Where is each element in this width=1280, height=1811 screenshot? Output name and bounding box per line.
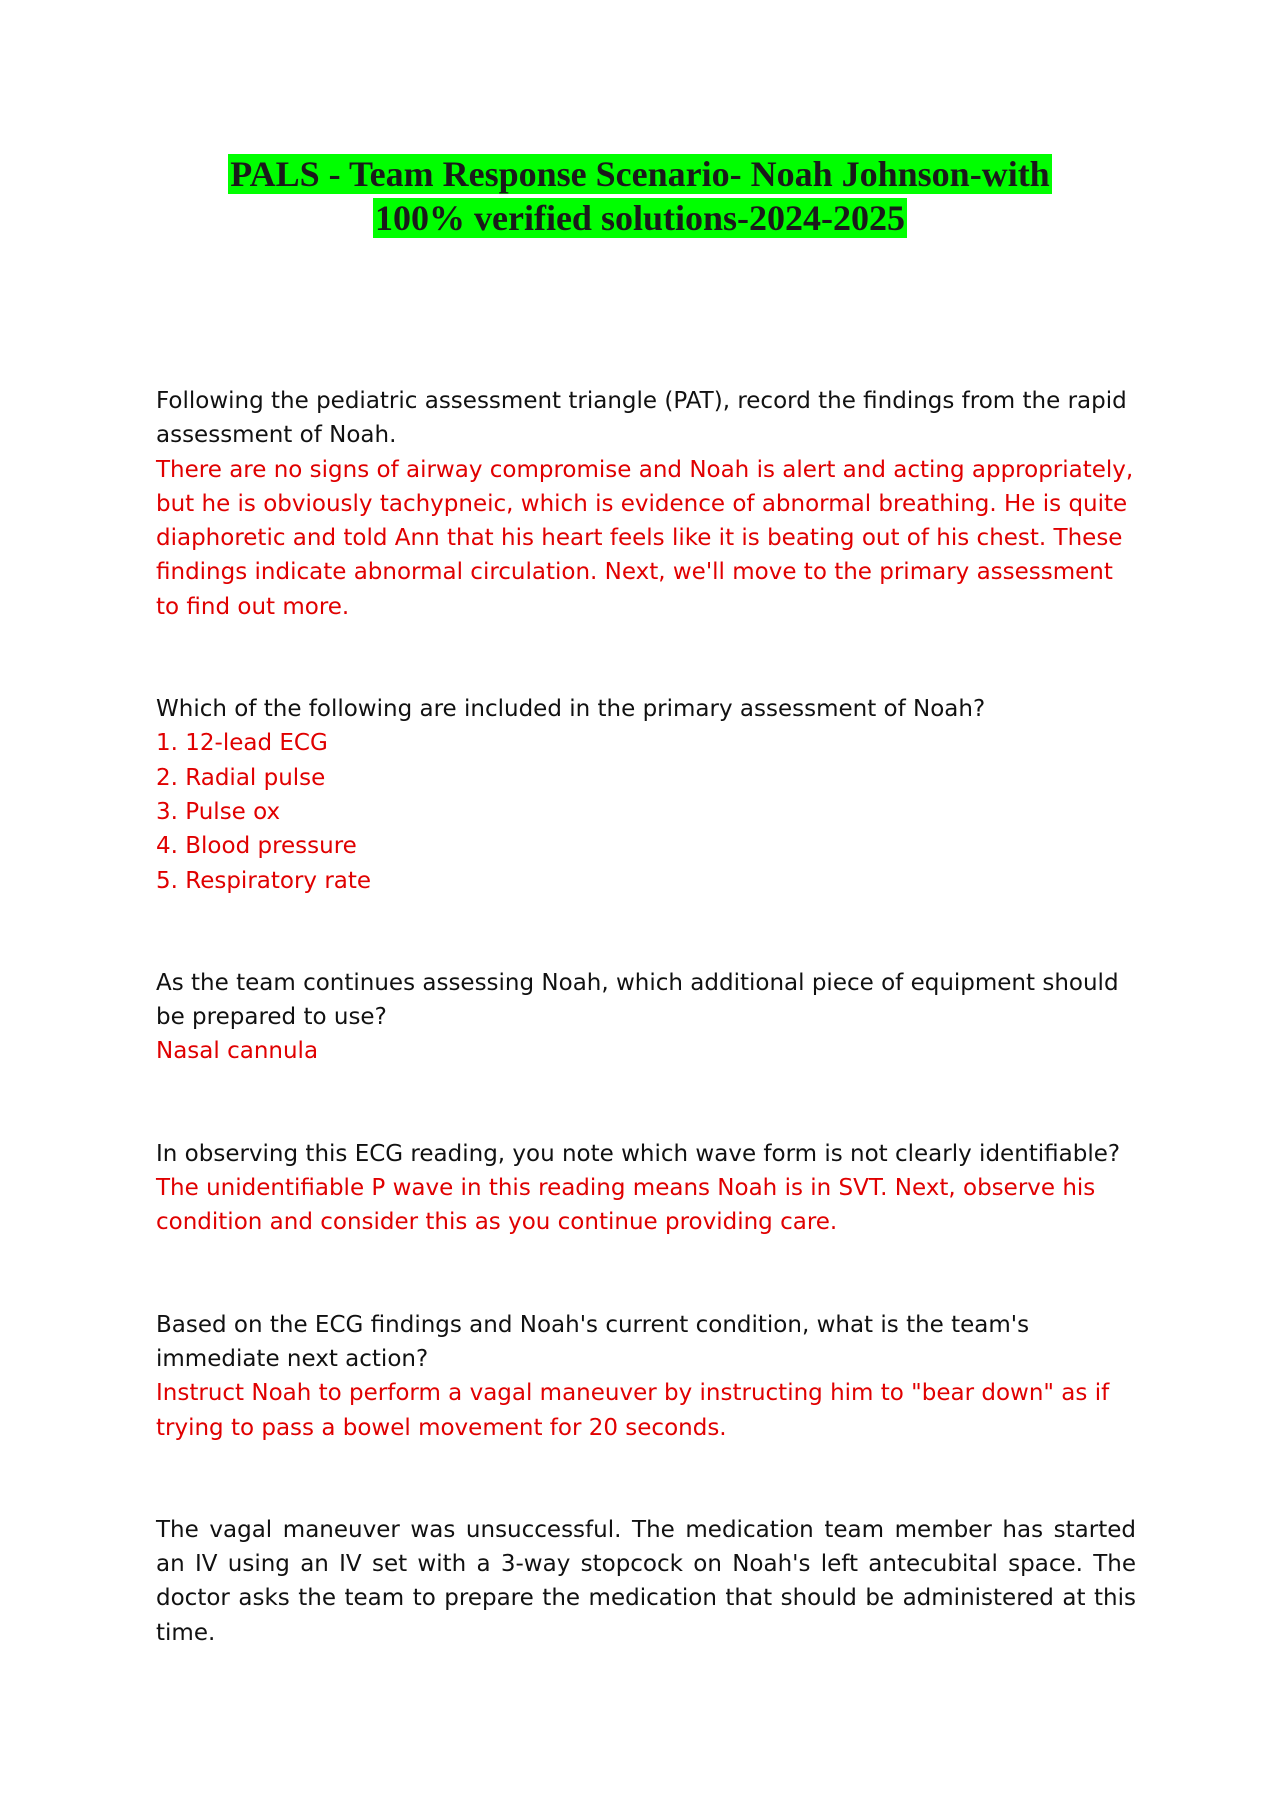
answer-list-item: 2. Radial pulse xyxy=(156,764,326,791)
qa-block-equipment xyxy=(156,966,1136,1069)
question-text: Following the pediatric assessment triangle (PAT), record the findings from the rapid assessment of Noah. xyxy=(156,388,1127,449)
question-text: In observing this ECG reading, you note which wave form is not clearly identifiable? xyxy=(156,1140,1121,1167)
answer-text: Instruct Noah to perform a vagal maneuver by instructing him to "bear down" as if trying to pass a bowel movement for 20 seconds. xyxy=(156,1380,1110,1441)
answer-list-item: 3. Pulse ox xyxy=(156,798,281,825)
title-line-2: 100% verified solutions-2024-2025 xyxy=(375,198,905,238)
qa-block-medication xyxy=(156,1513,1136,1650)
answer-text: There are no signs of airway compromise and Noah is alert and acting appropriately, but he is obviously tachypneic, which is evidence of abnormal breathing. He is quite diaphoretic and told Ann that his heart feels like it is beating out of his chest. These findings indicate abnormal circulation. Next, we'll move to the primary assessment to find out more. xyxy=(156,456,1134,620)
qa-block-pat xyxy=(156,384,1136,624)
document-title xyxy=(100,152,1180,240)
document-body xyxy=(156,384,1136,1718)
question-text: The vagal maneuver was unsuccessful. The medication team member has started an IV using an IV set with a 3-way stopcock on Noah's left antecubital space. The doctor asks the team to prepare the medication that should be administered at this time. xyxy=(156,1516,1136,1646)
answer-list-item: 1. 12-lead ECG xyxy=(156,730,328,757)
answer-text: Nasal cannula xyxy=(156,1038,319,1065)
question-text: Based on the ECG findings and Noah's current condition, what is the team's immediate next action? xyxy=(156,1311,1030,1372)
answer-list-item: 5. Respiratory rate xyxy=(156,867,372,894)
answer-text: The unidentifiable P wave in this reading means Noah is in SVT. Next, observe his condition and consider this as you continue providing care. xyxy=(156,1175,1096,1236)
title-line-1: PALS - Team Response Scenario- Noah Johnson-with xyxy=(230,154,1050,194)
qa-block-primary-assessment xyxy=(156,692,1136,898)
qa-block-next-action xyxy=(156,1308,1136,1445)
answer-list-item: 4. Blood pressure xyxy=(156,833,357,860)
question-text: Which of the following are included in the primary assessment of Noah? xyxy=(156,696,986,723)
question-text: As the team continues assessing Noah, which additional piece of equipment should be prepared to use? xyxy=(156,969,1119,1031)
qa-block-ecg xyxy=(156,1137,1136,1240)
answer-list xyxy=(156,726,1136,897)
